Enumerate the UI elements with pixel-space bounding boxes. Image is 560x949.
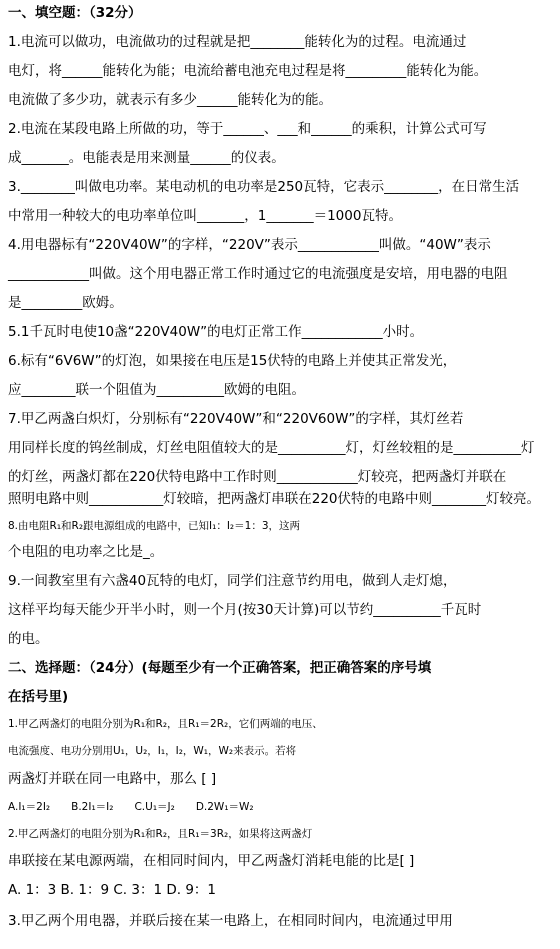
- text-line: 的电。: [8, 631, 49, 647]
- text-line: 个电阻的电功率之比是_。: [8, 544, 164, 560]
- text-line: 9.一间教室里有六盏40瓦特的电灯，同学们注意节约用电，做到人走灯熄，: [8, 573, 457, 589]
- text-line: A. 1：3 B. 1：9 C. 3：1 D. 9：1: [8, 882, 216, 898]
- text-line: 6.标有“6V6W”的灯泡，如果接在电压是15伏特的电路上并使其正常发光，: [8, 353, 457, 369]
- text-line: 两盏灯并联在同一电路中，那么 [ ]: [8, 771, 217, 787]
- text-line: 8.由电阻R₁和R₂跟电源组成的电路中，已知I₁：I₂＝1：3，这两: [8, 520, 300, 532]
- text-line: ____________叫做。这个用电器正常工作时通过它的电流强度是安培，用电器的电阻: [8, 266, 508, 282]
- text-line: 1.甲乙两盏灯的电阻分别为R₁和R₂，且R₁＝2R₂，它们两端的电压、: [8, 718, 323, 730]
- text-line: 二、选择题：（24分）(每题至少有一个正确答案，把正确答案的序号填: [8, 660, 432, 676]
- text-line: 应________联一个阻值为__________欧姆的电阻。: [8, 382, 305, 398]
- text-line: 3.________叫做电功率。某电动机的电功率是250瓦特，它表示________，在日常生活: [8, 179, 520, 195]
- text-line: 的灯丝，两盏灯都在220伏特电路中工作时则____________灯较亮，把两盏灯并联在: [8, 469, 507, 485]
- text-line: 是_________欧姆。: [8, 295, 123, 311]
- text-line: 中常用一种较大的电功率单位叫_______，1_______＝1000瓦特。: [8, 208, 402, 224]
- text-line: 3.甲乙两个用电器，并联后接在某一电路上，在相同时间内，电流通过甲用: [8, 913, 453, 929]
- text-line: 串联接在某电源两端，在相同时间内，甲乙两盏灯消耗电能的比是[ ]: [8, 853, 415, 869]
- text-line: 7.甲乙两盏白炽灯，分别标有“220V40W”和“220V60W”的字样，其灯丝若: [8, 411, 464, 427]
- text-line: 电灯，将______能转化为能；电流给蓄电池充电过程是将_________能转化为能。: [8, 63, 488, 79]
- text-line: 一、填空题：（32分）: [8, 5, 142, 21]
- text-line: 2.甲乙两盏灯的电阻分别为R₁和R₂，且R₁＝3R₂，如果将这两盏灯: [8, 828, 313, 840]
- text-line: 在括号里): [8, 689, 69, 705]
- text-line: 电流强度、电功分别用U₁，U₂，I₁，I₂，W₁，W₂来表示。若将: [8, 745, 297, 757]
- text-line: 用同样长度的钨丝制成，灯丝电阻值较大的是__________灯，灯丝较粗的是__________灯: [8, 440, 535, 456]
- text-line: 1.电流可以做功，电流做功的过程就是把________能转化为的过程。电流通过: [8, 34, 467, 50]
- text-line: 电流做了多少功，就表示有多少______能转化为的能。: [8, 92, 332, 108]
- text-line: 5.1千瓦时电使10盏“220V40W”的电灯正常工作____________小时。: [8, 324, 424, 340]
- text-line: 4.用电器标有“220V40W”的字样，“220V”表示____________叫做。“40W”表示: [8, 237, 491, 253]
- text-line: 照明电路中则___________灯较暗，把两盏灯串联在220伏特的电路中则________灯较亮。: [8, 491, 541, 507]
- text-line: 2.电流在某段电路上所做的功，等于______、___和______的乘积，计算公式可写: [8, 121, 487, 137]
- text-line: 这样平均每天能少开半小时，则一个月(按30天计算)可以节约__________千瓦时: [8, 602, 482, 618]
- text-line: A.I₁＝2I₂ B.2I₁＝I₂ C.U₁＝J₂ D.2W₁＝W₂: [8, 801, 254, 813]
- text-line: 成_______。电能表是用来测量______的仪表。: [8, 150, 285, 166]
